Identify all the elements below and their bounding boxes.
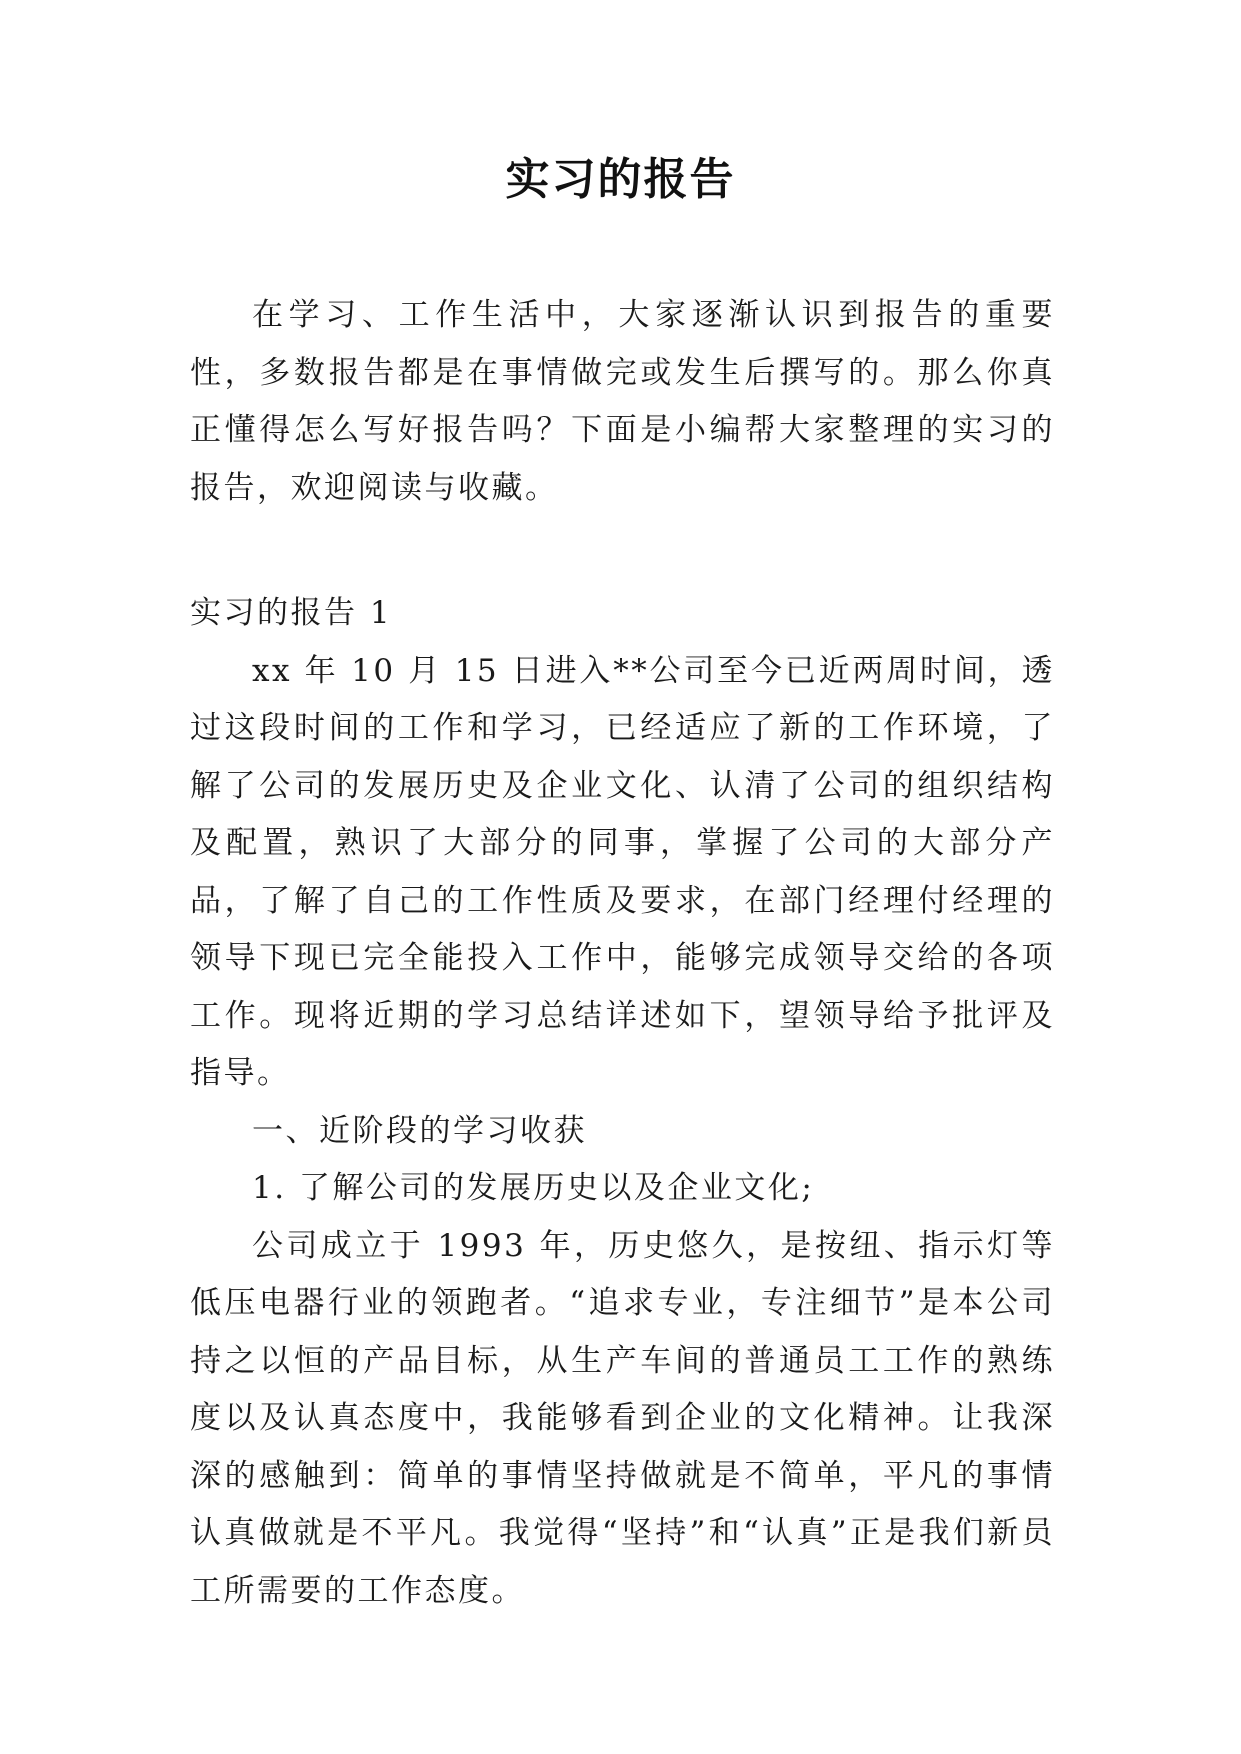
page-title: 实习的报告 xyxy=(505,154,736,205)
intro-paragraph: 在学习、工作生活中，大家逐渐认识到报告的重要性，多数报告都是在事情做完或发生后撰写的。那么你真正懂得怎么写好报告吗？下面是小编帮大家整理的实习的报告，欢迎阅读与收藏。 xyxy=(190,297,1055,506)
section-paragraph: 公司成立于 1993 年，历史悠久，是按纽、指示灯等低压电器行业的领跑者。“追求专业，专注细节”是本公司持之以恒的产品目标，从生产车间的普通员工工作的熟练度以及认真态度中，我能够看到企业的文化精神。让我深深的感触到：简单的事情坚持做就是不简单，平凡的事情认真做就是不平凡。我觉得“坚持”和“认真”正是我们新员工所需要的工作态度。 xyxy=(190,1227,1055,1609)
section-paragraph: xx 年 10 月 15 日进入**公司至今已近两周时间，透过这段时间的工作和学习，已经适应了新的工作环境，了解了公司的发展历史及企业文化、认清了公司的组织结构及配置，熟识了大部分的同事，掌握了公司的大部分产品，了解了自己的工作性质及要求，在部门经理付经理的领导下现已完全能投入工作中，能够完成领导交给的各项工作。现将近期的学习总结详述如下，望领导给予批评及指导。 xyxy=(190,652,1055,1091)
list-item-company-history: 1. 了解公司的发展历史以及企业文化; xyxy=(252,1170,815,1206)
section-1 xyxy=(190,585,1055,1620)
section-heading: 实习的报告 1 xyxy=(190,595,393,631)
intro-block xyxy=(190,287,1055,517)
subheading-learning-gains: 一、近阶段的学习收获 xyxy=(252,1112,587,1149)
